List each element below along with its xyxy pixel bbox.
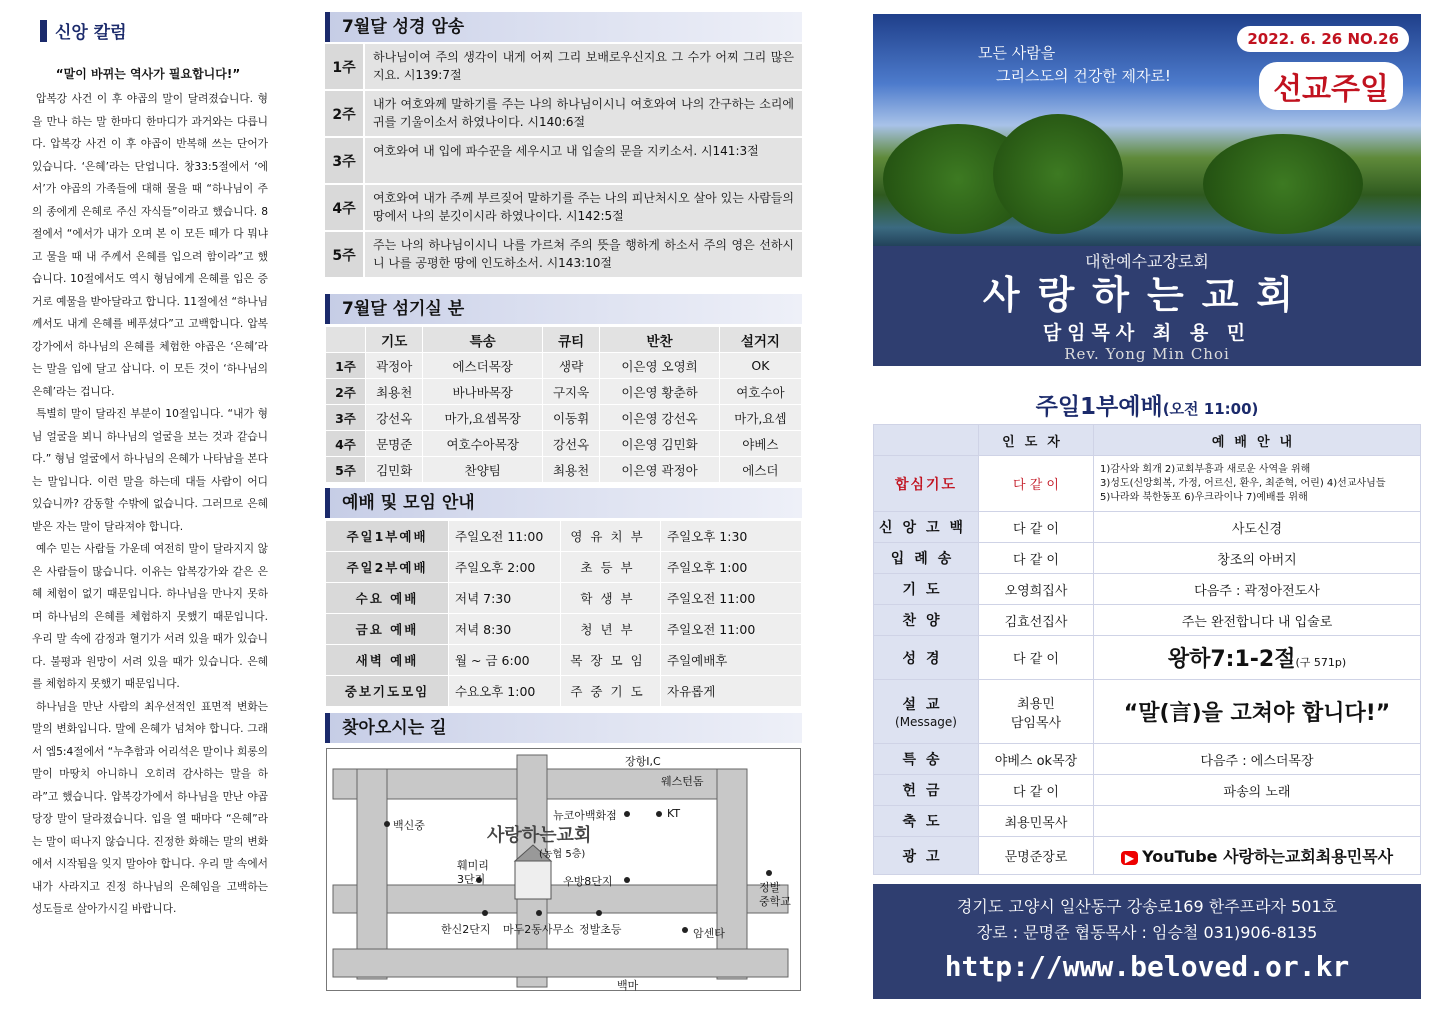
worship-header-cell: 예배안내 [1094, 425, 1421, 456]
servers-cell: 이은영 오영희 [600, 353, 719, 379]
servers-cell: 마가,요셉목장 [423, 405, 542, 431]
meeting-cell: 월 ~ 금 6:00 [449, 645, 561, 676]
map-drawing [327, 749, 802, 992]
denomination: 대한예수교장로회 [1085, 252, 1209, 271]
map-label-kt: KT [667, 807, 681, 820]
tree-image [1203, 134, 1363, 234]
servers-col-header: 설거지 [719, 327, 801, 353]
map-label-bh: (농협 5층) [539, 849, 586, 860]
map [326, 748, 801, 991]
worship-order [873, 424, 1421, 875]
worship-row [874, 837, 1421, 875]
servers-header: 7월달 섬기실 분 [325, 294, 802, 324]
servers-cell: 야베스 [719, 431, 801, 457]
worship-item: 특송 [874, 744, 979, 775]
meeting-row [326, 521, 802, 552]
servers-cell: 에스더 [719, 457, 801, 483]
footer [873, 884, 1421, 999]
map-label-jc: 정발초등 [579, 923, 622, 936]
servers-col-header: 기도 [366, 327, 423, 353]
servers-cell: 이은영 황춘하 [600, 379, 719, 405]
servers-cell: 여호수아목장 [423, 431, 542, 457]
meeting-cell: 주일오전 11:00 [661, 583, 802, 614]
worship-leader: 최용민 담임목사 [979, 680, 1094, 744]
meeting-row [326, 552, 802, 583]
servers-cell: 4주 [326, 431, 366, 457]
verse-row [325, 185, 802, 232]
column-title: “말이 바뀌는 역사가 필요합니다!” [55, 67, 241, 81]
verse-text: 하나님이여 주의 생각이 내게 어찌 그리 보배로우신지요 그 수가 어찌 그리 많은지요. 시139:7절 [373, 50, 794, 82]
footer-staff: 장로 : 문명준 협동목사 : 임승철 031)906-8135 [976, 923, 1318, 942]
worship-row [874, 744, 1421, 775]
slogan [978, 42, 1171, 88]
verse-row [325, 138, 802, 185]
map-church-label: 사랑하는교회 [487, 825, 592, 846]
meeting-cell: 주일오후 1:00 [661, 552, 802, 583]
worship-leader: 다 같 이 [979, 543, 1094, 574]
meeting-cell: 주중기도 [561, 676, 661, 707]
meeting-cell: 영유치부 [561, 521, 661, 552]
meetings-table [325, 520, 802, 707]
servers-cell: 강선옥 [366, 405, 423, 431]
servers-cell: 이동휘 [542, 405, 599, 431]
servers-table [325, 326, 802, 483]
servers-cell: 에스더목장 [423, 353, 542, 379]
servers-col-header: 반찬 [600, 327, 719, 353]
worship-item: 입례송 [874, 543, 979, 574]
issue-date: 2022. 6. 26 NO.26 [1237, 26, 1409, 52]
cover-banner [873, 14, 1421, 246]
servers-cell: 마가,요셉 [719, 405, 801, 431]
verse-week: 1주 [325, 44, 365, 89]
worship-item: 기도 [874, 574, 979, 605]
map-label-bs: 백신중 [393, 819, 425, 832]
youtube-icon: ▶ [1121, 851, 1138, 865]
meeting-cell: 주일오후 1:30 [661, 521, 802, 552]
meeting-cell: 새벽 예배 [326, 645, 449, 676]
column-paragraph: 하나님을 만난 사람의 최우선적인 표면적 변화는 말의 변화입니다. 말에 은혜가 넘쳐야 합니다. 그래서 엡5:4절에서 “누추함과 어리석은 말이나 희롱의 말이 마땅치 아니하니 오히려 감사하는 말을 하라”고 했습니다. 압복강가에서 하나님을 만난 야곱 당장 말이 달라졌습니다. 입을 열 때마다 “은혜”라는 말이 떠나지 않습니다. 진정한 화해는 말의 변화에서 시작됨을 잊지 말아야 합니다. 우리 말 속에서 내가 사라지고 진정 하나님의 은혜임을 고백하는 성도들로 살아가시길 바랍니다. [32, 699, 268, 915]
memory-verse-section [325, 12, 802, 279]
map-label-jh: 장항I,C [625, 755, 661, 768]
worship-row [874, 543, 1421, 574]
meeting-row [326, 583, 802, 614]
worship-item: 광고 [874, 837, 979, 875]
servers-cell: 이은영 강선옥 [600, 405, 719, 431]
column-body [32, 88, 268, 921]
verse-week: 3주 [325, 138, 365, 183]
column-paragraph: 예수 믿는 사람들 가운데 여전히 말이 달라지지 않은 사람들이 많습니다. 이유는 압복강가와 같은 은혜 체험이 없기 때문입니다. 하나님을 만나지 못하며 하나님의 은혜를 체험하지 못했기 때문입니다. 우리 말 속에 감정과 혈기가 서려 있을 때가 있습니다. 불평과 원망이 서려 있을 때가 있습니다. 은혜를 체험하지 못했기 때문입니다. [32, 542, 268, 690]
pastor-name-english: Rev. Yong Min Choi [1064, 345, 1230, 363]
map-label-ny: 뉴코아백화점 [553, 809, 617, 822]
servers-cell: 찬양팀 [423, 457, 542, 483]
map-label-jb: 정발 중학교 [759, 881, 791, 908]
meeting-cell: 주일오전 11:00 [661, 614, 802, 645]
servers-cell: 문명준 [366, 431, 423, 457]
worship-leader: 다 같 이 [979, 456, 1094, 512]
worship-item-sub: (Message) [895, 714, 957, 729]
worship-item: 성경 [874, 636, 979, 680]
meeting-cell: 청년부 [561, 614, 661, 645]
servers-cell: 최용천 [542, 457, 599, 483]
meeting-cell: 초등부 [561, 552, 661, 583]
map-label-bm: 백마 [617, 979, 639, 992]
worship-leader: 야베스 ok목장 [979, 744, 1094, 775]
worship-detail: 파송의 노래 [1094, 775, 1421, 806]
servers-cell: 최용천 [366, 379, 423, 405]
worship-leader: 다 같 이 [979, 775, 1094, 806]
worship-time: (오전 11:00) [1162, 400, 1259, 418]
verse-text: 여호와여 내가 주께 부르짖어 말하기를 주는 나의 피난처시오 살아 있는 사람들의 땅에서 나의 분깃이시라 하였나이다. 시142:5절 [373, 191, 794, 223]
worship-item: 축도 [874, 806, 979, 837]
slogan-line: 그리스도의 건강한 제자로! [996, 67, 1171, 85]
servers-col-header [326, 327, 366, 353]
servers-cell: 1주 [326, 353, 366, 379]
worship-detail: ▶ YouTube 사랑하는교회최용민목사 [1094, 837, 1421, 875]
column-paragraph: 압복강 사건 이 후 야곱의 말이 달려졌습니다. 형을 만나 하는 말 한마디 한마디가 과거와는 다릅니다. 압복강 사건 이 후 야곱이 반복해 쓰는 단어가 있습니다. ‘은혜’라는 단업니다. 창33:5절에서 ‘에서’가 야곱의 가족들에 대해 물을 때 “하나님이 주의 종에게 은혜로 주신 자식들”이라고 했습니다. 8절에서 “에서가 내가 오며 본 이 모든 떼가 다 뭐냐고 물을 때 내 주께서 은혜를 입으려 함이라”고 했습니다. 10절에서도 역시 형님에게 은혜를 입은 증거로 예물을 받아달라고 합니다. 11절에선 “하나님께서도 내게 은혜를 베푸셨다”고 고백합니다. 압복강가에서 하나님의 은혜를 체험한 야곱은 ‘은혜’라는 말을 입에 달고 삽니다. 이 모든 것이 ‘하나님의 은혜’라는 겁니다. [32, 92, 268, 398]
worship-item: 헌금 [874, 775, 979, 806]
meeting-cell: 목장모임 [561, 645, 661, 676]
mission-sunday-badge: 선교주일 [1259, 62, 1403, 110]
pastor-name: 담임목사 최 용 민 [1042, 322, 1252, 344]
worship-leader: 오영희집사 [979, 574, 1094, 605]
worship-row [874, 574, 1421, 605]
verse-row [325, 91, 802, 138]
worship-header-cell: 인도자 [979, 425, 1094, 456]
website-link[interactable]: http://www.beloved.or.kr [944, 950, 1350, 983]
worship-item: 설교 (Message) [874, 680, 979, 744]
verse-week: 2주 [325, 91, 365, 136]
worship-header-row [874, 425, 1421, 456]
meeting-row [326, 676, 802, 707]
church-name: 사랑하는교회 [982, 273, 1312, 317]
servers-cell: 김민화 [366, 457, 423, 483]
faith-column [18, 18, 268, 921]
worship-leader: 최용민목사 [979, 806, 1094, 837]
worship-detail: 1)감사와 회개 2)교회부흥과 새로운 사역을 위해 3)성도(신앙회복, 가정, 어르신, 환우, 최준혁, 어린) 4)선교사님들 5)나라와 북한동포 6)우크라이나 7)예배를 위해 [1094, 456, 1421, 512]
meeting-cell: 주일예배후 [661, 645, 802, 676]
worship-detail: 다음주 : 곽정아전도사 [1094, 574, 1421, 605]
meeting-cell: 자유롭게 [661, 676, 802, 707]
servers-cell: 5주 [326, 457, 366, 483]
worship-title [873, 388, 1421, 421]
meeting-row [326, 645, 802, 676]
worship-leader: 문명준장로 [979, 837, 1094, 875]
worship-detail: 다음주 : 에스더목장 [1094, 744, 1421, 775]
map-label-hs: 한신2단지 [441, 923, 491, 936]
meeting-cell: 수요오후 1:00 [449, 676, 561, 707]
servers-cell: 이은영 김민화 [600, 431, 719, 457]
servers-cell: 2주 [326, 379, 366, 405]
column-paragraph: 특별히 말이 달라진 부분이 10절입니다. “내가 형님 얼굴을 뵈니 하나님의 얼굴을 보는 것과 같습니다.” 형님 얼굴에서 하나님의 은혜가 나타남을 본다는 말입니다. 이런 말을 하는데 대들 사람이 어디 있습니까? 감동할 수밖에 없습니다. 그러므로 은혜 받은 자는 말이 달라져야 합니다. [32, 407, 268, 533]
servers-col-header: 특송 [423, 327, 542, 353]
servers-cell: 생략 [542, 353, 599, 379]
tree-image [993, 114, 1123, 234]
meeting-cell: 수요 예배 [326, 583, 449, 614]
map-label-as: 암센타 [693, 927, 725, 940]
worship-leader: 다 같 이 [979, 636, 1094, 680]
verse-text: 여호와여 내 입에 파수꾼을 세우시고 내 입술의 문을 지키소서. 시141:3절 [373, 144, 759, 158]
servers-cell: 곽정아 [366, 353, 423, 379]
worship-detail: 사도신경 [1094, 512, 1421, 543]
servers-cell: 강선옥 [542, 431, 599, 457]
map-label-md: 마두2동사무소 [503, 923, 574, 936]
map-section [325, 713, 802, 743]
servers-row [326, 457, 802, 483]
meeting-cell: 저녁 7:30 [449, 583, 561, 614]
worship-detail: 주는 완전합니다 내 입술로 [1094, 605, 1421, 636]
meeting-cell: 금요 예배 [326, 614, 449, 645]
meeting-cell: 주일오후 2:00 [449, 552, 561, 583]
servers-row [326, 353, 802, 379]
meeting-row [326, 614, 802, 645]
verse-week: 5주 [325, 232, 365, 277]
church-title-box [873, 246, 1421, 366]
meeting-cell: 주일1부예배 [326, 521, 449, 552]
worship-title-text: 주일1부예배 [1035, 394, 1163, 420]
servers-cell: 이은영 곽정아 [600, 457, 719, 483]
meetings-section [325, 488, 802, 707]
servers-cell: 구지욱 [542, 379, 599, 405]
map-header: 찾아오시는 길 [325, 713, 802, 743]
worship-row [874, 806, 1421, 837]
meeting-cell: 주일오전 11:00 [449, 521, 561, 552]
worship-detail [1094, 806, 1421, 837]
worship-row [874, 680, 1421, 744]
meeting-cell: 학생부 [561, 583, 661, 614]
worship-row [874, 456, 1421, 512]
map-label-wb: 우방8단지 [563, 875, 613, 888]
worship-row [874, 605, 1421, 636]
verse-week: 4주 [325, 185, 365, 230]
slogan-line: 모든 사람을 [978, 44, 1056, 62]
worship-row [874, 775, 1421, 806]
worship-row [874, 636, 1421, 680]
servers-cell: OK [719, 353, 801, 379]
worship-table [873, 424, 1421, 875]
verse-text: 내가 여호와께 말하기를 주는 나의 하나님이시니 여호와여 나의 간구하는 소리에 귀를 기울이소서 하였나이다. 시140:6절 [373, 97, 794, 129]
servers-section [325, 294, 802, 483]
column-header-text: 신앙 칼럼 [55, 23, 127, 43]
worship-detail: “말(言)을 고쳐야 합니다!” [1094, 680, 1421, 744]
worship-item: 합심기도 [874, 456, 979, 512]
meeting-cell: 저녁 8:30 [449, 614, 561, 645]
worship-detail: 창조의 아버지 [1094, 543, 1421, 574]
meeting-cell: 주일2부예배 [326, 552, 449, 583]
verse-row [325, 232, 802, 279]
servers-row [326, 431, 802, 457]
worship-leader: 다 같 이 [979, 512, 1094, 543]
servers-col-header: 큐티 [542, 327, 599, 353]
worship-header-cell [874, 425, 979, 456]
column-header [40, 18, 268, 43]
verse-row [325, 44, 802, 91]
servers-row [326, 405, 802, 431]
verse-text: 주는 나의 하나님이시니 나를 가르쳐 주의 뜻을 행하게 하소서 주의 영은 선하시니 나를 공평한 땅에 인도하소서. 시143:10절 [373, 238, 794, 270]
footer-address: 경기도 고양시 일산동구 강송로169 한주프라자 501호 [956, 897, 1338, 916]
worship-detail: 왕하7:1-2절(구 571p) [1094, 636, 1421, 680]
worship-item: 찬양 [874, 605, 979, 636]
worship-item: 신앙고백 [874, 512, 979, 543]
scripture-page: (구 571p) [1295, 656, 1347, 669]
map-label-hm: 훼미리 3단지 [457, 859, 489, 886]
servers-cell: 바나바목장 [423, 379, 542, 405]
worship-row [874, 512, 1421, 543]
worship-leader: 김효선집사 [979, 605, 1094, 636]
servers-row [326, 379, 802, 405]
memory-header: 7월달 성경 암송 [325, 12, 802, 42]
meetings-header: 예배 및 모임 안내 [325, 488, 802, 518]
meeting-cell: 중보기도모임 [326, 676, 449, 707]
servers-cell: 여호수아 [719, 379, 801, 405]
servers-cell: 3주 [326, 405, 366, 431]
map-label-wd: 웨스턴돔 [661, 775, 704, 788]
